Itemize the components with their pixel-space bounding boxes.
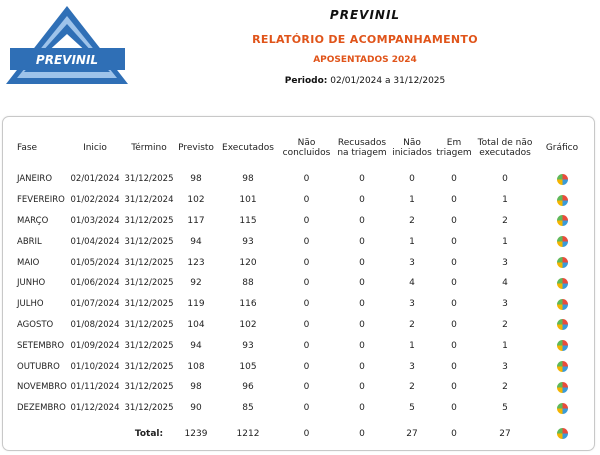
cell-empty bbox=[67, 419, 123, 449]
cell-fase: DEZEMBRO bbox=[17, 403, 66, 414]
cell-nao-concluidos: 0 bbox=[303, 215, 310, 226]
pie-chart-icon[interactable] bbox=[557, 257, 568, 268]
cell-termino: 31/12/2025 bbox=[124, 361, 174, 372]
cell-nao-concluidos: 0 bbox=[303, 236, 310, 247]
cell-nao-concluidos: 0 bbox=[303, 403, 310, 414]
cell-grafico bbox=[536, 169, 588, 190]
cell-inicio: 01/07/2024 bbox=[70, 299, 120, 310]
cell-em-triagem: 0 bbox=[451, 215, 457, 226]
cell-previsto: 123 bbox=[187, 257, 205, 268]
table-row bbox=[11, 377, 588, 398]
cell-executados: 93 bbox=[242, 236, 254, 247]
cell-total-nao-exec: 1 bbox=[502, 236, 508, 247]
cell-nao-iniciados: 2 bbox=[409, 215, 415, 226]
cell-fase: MARÇO bbox=[17, 215, 49, 226]
cell-grafico bbox=[536, 294, 588, 315]
pie-chart-icon[interactable] bbox=[557, 361, 568, 372]
cell-nao-iniciados: 0 bbox=[409, 174, 415, 185]
cell-recusados: 0 bbox=[359, 382, 365, 393]
cell-recusados: 0 bbox=[359, 174, 365, 185]
cell-em-triagem: 0 bbox=[451, 174, 457, 185]
cell-inicio: 01/09/2024 bbox=[70, 340, 120, 351]
pie-chart-icon[interactable] bbox=[557, 319, 568, 330]
pie-chart-icon[interactable] bbox=[557, 215, 568, 226]
cell-inicio: 01/05/2024 bbox=[70, 257, 120, 268]
table-row bbox=[11, 190, 588, 211]
pie-chart-icon[interactable] bbox=[557, 428, 568, 439]
cell-grafico bbox=[536, 398, 588, 419]
cell-grafico bbox=[536, 335, 588, 356]
cell-total-nao-exec: 3 bbox=[502, 257, 508, 268]
cell-nao-iniciados: 3 bbox=[409, 361, 415, 372]
column-header: Em triagem bbox=[436, 138, 472, 158]
period-value: 02/01/2024 a 31/12/2025 bbox=[330, 76, 446, 86]
cell-nao-iniciados: 2 bbox=[409, 382, 415, 393]
table-header-row bbox=[11, 127, 588, 169]
cell-grafico bbox=[536, 356, 588, 377]
cell-executados: 116 bbox=[239, 299, 257, 310]
cell-inicio: 01/02/2024 bbox=[70, 195, 120, 206]
cell-recusados: 0 bbox=[359, 195, 365, 206]
column-header: Total de não executados bbox=[477, 138, 533, 158]
cell-previsto: 104 bbox=[187, 319, 205, 330]
table-row bbox=[11, 294, 588, 315]
cell-termino: 31/12/2025 bbox=[124, 403, 174, 414]
cell-fase: JUNHO bbox=[17, 278, 46, 289]
cell-nao-iniciados: 4 bbox=[409, 278, 415, 289]
cell-fase: SETEMBRO bbox=[17, 340, 65, 351]
cell-previsto: 117 bbox=[187, 215, 205, 226]
column-header: Não concluidos bbox=[282, 138, 331, 158]
cell-empty bbox=[11, 419, 67, 449]
cell-fase: OUTUBRO bbox=[17, 361, 60, 372]
cell-recusados: 0 bbox=[359, 403, 365, 414]
cell-fase: FEVEREIRO bbox=[17, 195, 65, 206]
total-previsto: 1239 bbox=[184, 428, 208, 439]
cell-nao-concluidos: 0 bbox=[303, 361, 310, 372]
cell-grafico bbox=[536, 315, 588, 336]
cell-termino: 31/12/2025 bbox=[124, 174, 174, 185]
cell-inicio: 01/10/2024 bbox=[70, 361, 120, 372]
cell-termino: 31/12/2025 bbox=[124, 299, 174, 310]
cell-previsto: 94 bbox=[190, 236, 202, 247]
cell-total-nao-exec: 0 bbox=[502, 174, 508, 185]
cell-nao-iniciados: 3 bbox=[409, 299, 415, 310]
cell-termino: 31/12/2024 bbox=[124, 195, 174, 206]
cell-em-triagem: 0 bbox=[451, 299, 457, 310]
cell-recusados: 0 bbox=[359, 340, 365, 351]
report-title: RELATÓRIO DE ACOMPANHAMENTO bbox=[252, 33, 478, 46]
pie-chart-icon[interactable] bbox=[557, 195, 568, 206]
pie-chart-icon[interactable] bbox=[557, 340, 568, 351]
cell-recusados: 0 bbox=[359, 278, 365, 289]
column-header: Inicio bbox=[83, 143, 107, 153]
cell-nao-iniciados: 5 bbox=[409, 403, 415, 414]
cell-previsto: 94 bbox=[190, 340, 202, 351]
cell-executados: 93 bbox=[242, 340, 254, 351]
pie-chart-icon[interactable] bbox=[557, 403, 568, 414]
cell-recusados: 0 bbox=[359, 236, 365, 247]
cell-recusados: 0 bbox=[359, 319, 365, 330]
cell-executados: 88 bbox=[242, 278, 254, 289]
cell-previsto: 98 bbox=[190, 174, 202, 185]
report-subtitle: APOSENTADOS 2024 bbox=[313, 55, 417, 65]
cell-previsto: 108 bbox=[187, 361, 205, 372]
cell-grafico bbox=[536, 419, 588, 449]
cell-inicio: 02/01/2024 bbox=[70, 174, 120, 185]
cell-em-triagem: 0 bbox=[451, 340, 457, 351]
total-nao-iniciados: 27 bbox=[406, 428, 418, 439]
cell-nao-iniciados: 1 bbox=[409, 195, 415, 206]
cell-em-triagem: 0 bbox=[451, 195, 457, 206]
cell-termino: 31/12/2025 bbox=[124, 278, 174, 289]
cell-total-nao-exec: 2 bbox=[502, 382, 508, 393]
cell-total-nao-exec: 1 bbox=[502, 195, 508, 206]
cell-em-triagem: 0 bbox=[451, 257, 457, 268]
cell-recusados: 0 bbox=[359, 361, 365, 372]
table-row bbox=[11, 211, 588, 232]
cell-recusados: 0 bbox=[359, 257, 365, 268]
total-nao-concluidos: 0 bbox=[303, 428, 310, 439]
table-row bbox=[11, 273, 588, 294]
cell-total-nao-exec: 3 bbox=[502, 299, 508, 310]
cell-executados: 98 bbox=[242, 174, 254, 185]
cell-executados: 115 bbox=[239, 215, 257, 226]
cell-em-triagem: 0 bbox=[451, 319, 457, 330]
column-header: Recusados na triagem bbox=[337, 138, 387, 158]
pie-chart-icon[interactable] bbox=[557, 382, 568, 393]
cell-previsto: 90 bbox=[190, 403, 202, 414]
table-row bbox=[11, 231, 588, 252]
cell-executados: 102 bbox=[239, 319, 257, 330]
table-body bbox=[11, 169, 588, 449]
total-recusados: 0 bbox=[359, 428, 365, 439]
cell-nao-iniciados: 3 bbox=[409, 257, 415, 268]
cell-nao-iniciados: 1 bbox=[409, 236, 415, 247]
page-title: PREVINIL bbox=[329, 8, 401, 22]
cell-nao-concluidos: 0 bbox=[303, 340, 310, 351]
total-executados: 1212 bbox=[236, 428, 260, 439]
table-row bbox=[11, 335, 588, 356]
cell-executados: 101 bbox=[239, 195, 257, 206]
cell-executados: 85 bbox=[242, 403, 254, 414]
cell-termino: 31/12/2025 bbox=[124, 236, 174, 247]
cell-nao-concluidos: 0 bbox=[303, 299, 310, 310]
cell-total-nao-exec: 3 bbox=[502, 361, 508, 372]
cell-inicio: 01/06/2024 bbox=[70, 278, 120, 289]
previnil-triangle-logo-icon bbox=[4, 4, 131, 86]
column-header: Fase bbox=[17, 143, 38, 153]
cell-nao-concluidos: 0 bbox=[303, 382, 310, 393]
cell-recusados: 0 bbox=[359, 215, 365, 226]
cell-previsto: 98 bbox=[190, 382, 202, 393]
cell-em-triagem: 0 bbox=[451, 361, 457, 372]
cell-termino: 31/12/2025 bbox=[124, 257, 174, 268]
cell-nao-iniciados: 2 bbox=[409, 319, 415, 330]
cell-em-triagem: 0 bbox=[451, 382, 457, 393]
cell-fase: MAIO bbox=[17, 257, 40, 268]
table-row bbox=[11, 252, 588, 273]
total-total-nao-exec: 27 bbox=[499, 428, 511, 439]
cell-inicio: 01/08/2024 bbox=[70, 319, 120, 330]
logo-text: PREVINIL bbox=[35, 53, 99, 67]
cell-executados: 120 bbox=[239, 257, 257, 268]
cell-nao-concluidos: 0 bbox=[303, 278, 310, 289]
cell-previsto: 119 bbox=[187, 299, 205, 310]
cell-grafico bbox=[536, 252, 588, 273]
pie-chart-icon[interactable] bbox=[557, 299, 568, 310]
cell-inicio: 01/04/2024 bbox=[70, 236, 120, 247]
cell-inicio: 01/12/2024 bbox=[70, 403, 120, 414]
table-row bbox=[11, 169, 588, 190]
cell-fase: JULHO bbox=[17, 299, 44, 310]
total-label: Total: bbox=[134, 428, 164, 439]
column-header: Gráfico bbox=[545, 143, 579, 153]
cell-fase: NOVEMBRO bbox=[17, 382, 67, 393]
cell-nao-concluidos: 0 bbox=[303, 174, 310, 185]
cell-termino: 31/12/2025 bbox=[124, 382, 174, 393]
previnil-logo bbox=[4, 4, 131, 86]
column-header: Executados bbox=[222, 143, 274, 153]
cell-total-nao-exec: 2 bbox=[502, 215, 508, 226]
cell-nao-concluidos: 0 bbox=[303, 257, 310, 268]
cell-fase: ABRIL bbox=[17, 236, 42, 247]
cell-termino: 31/12/2025 bbox=[124, 340, 174, 351]
pie-chart-icon[interactable] bbox=[557, 278, 568, 289]
table-row bbox=[11, 356, 588, 377]
pie-chart-icon[interactable] bbox=[557, 174, 568, 185]
table-total-row bbox=[11, 419, 588, 449]
cell-recusados: 0 bbox=[359, 299, 365, 310]
cell-total-nao-exec: 5 bbox=[502, 403, 508, 414]
column-header: Término bbox=[131, 143, 167, 153]
cell-grafico bbox=[536, 377, 588, 398]
cell-inicio: 01/11/2024 bbox=[70, 382, 120, 393]
cell-fase: JANEIRO bbox=[17, 174, 53, 185]
cell-executados: 105 bbox=[239, 361, 257, 372]
cell-nao-concluidos: 0 bbox=[303, 319, 310, 330]
table-row bbox=[11, 315, 588, 336]
cell-em-triagem: 0 bbox=[451, 278, 457, 289]
total-em-triagem: 0 bbox=[451, 428, 457, 439]
cell-inicio: 01/03/2024 bbox=[70, 215, 120, 226]
cell-nao-iniciados: 1 bbox=[409, 340, 415, 351]
table-row bbox=[11, 398, 588, 419]
cell-grafico bbox=[536, 190, 588, 211]
pie-chart-icon[interactable] bbox=[557, 236, 568, 247]
report-table bbox=[11, 127, 588, 449]
cell-total-nao-exec: 1 bbox=[502, 340, 508, 351]
cell-previsto: 102 bbox=[187, 195, 205, 206]
cell-fase: AGOSTO bbox=[17, 319, 54, 330]
cell-grafico bbox=[536, 231, 588, 252]
cell-total-nao-exec: 2 bbox=[502, 319, 508, 330]
column-header: Não iniciados bbox=[392, 138, 432, 158]
cell-grafico bbox=[536, 211, 588, 232]
cell-nao-concluidos: 0 bbox=[303, 195, 310, 206]
cell-em-triagem: 0 bbox=[451, 236, 457, 247]
period-label: Periodo: bbox=[284, 76, 328, 86]
report-panel bbox=[2, 116, 595, 451]
cell-grafico bbox=[536, 273, 588, 294]
cell-em-triagem: 0 bbox=[451, 403, 457, 414]
column-header: Previsto bbox=[178, 143, 214, 153]
cell-total-nao-exec: 4 bbox=[502, 278, 508, 289]
cell-termino: 31/12/2025 bbox=[124, 215, 174, 226]
cell-executados: 96 bbox=[242, 382, 254, 393]
report-period bbox=[150, 76, 580, 86]
cell-termino: 31/12/2025 bbox=[124, 319, 174, 330]
cell-previsto: 92 bbox=[190, 278, 202, 289]
